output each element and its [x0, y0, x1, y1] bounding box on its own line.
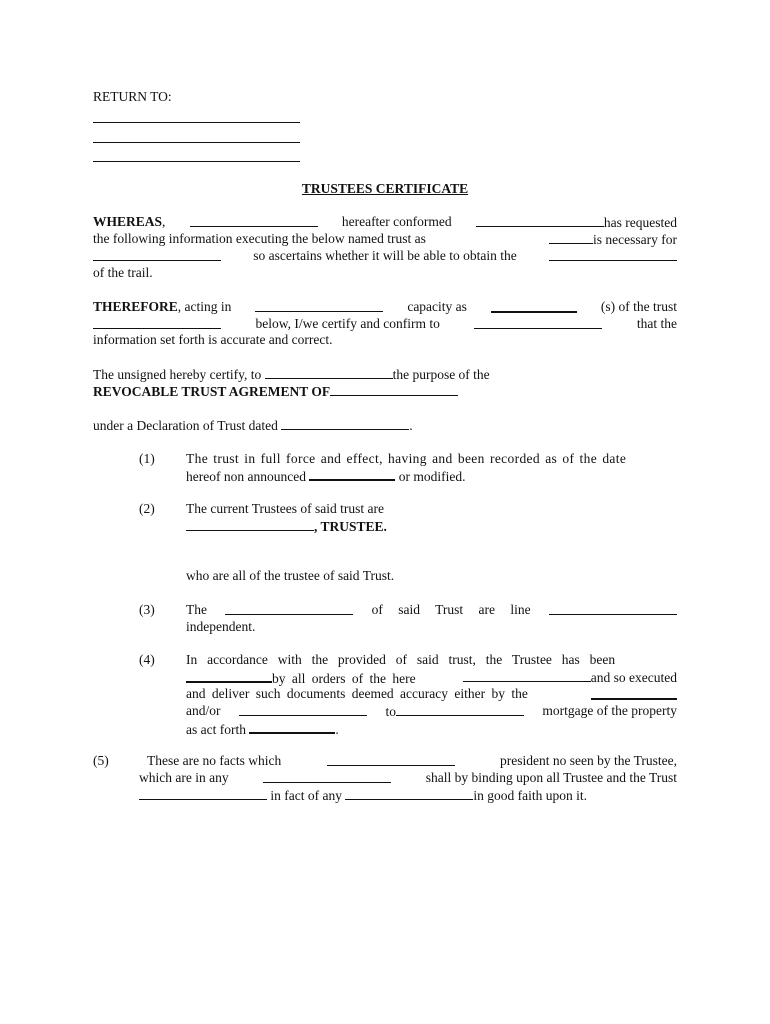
item-1-number: (1) [139, 451, 155, 466]
certify-blank-1[interactable] [265, 366, 393, 379]
item-4-text-5: and/or [186, 703, 221, 718]
certify-text-1: The unsigned hereby certify, to [93, 367, 262, 382]
item-4-blank-6[interactable] [249, 720, 335, 734]
whereas-text-2: has requested [603, 215, 677, 230]
whereas-blank-5[interactable] [549, 248, 677, 261]
declaration-line [93, 417, 413, 434]
whereas-lead: WHEREAS [93, 214, 163, 229]
return-to-line-3[interactable] [93, 161, 300, 162]
item-1-text-2: hereof non announced [186, 469, 306, 484]
item-5-blank-2[interactable] [263, 770, 391, 783]
therefore-lead: THEREFORE [93, 299, 178, 314]
item-4-text-4: and deliver such documents deemed accuracy either by the [186, 686, 528, 701]
therefore-text-4: below, I/we certify and confirm to [255, 316, 440, 331]
item-5-number: (5) [93, 753, 109, 768]
certify-line-1 [93, 366, 490, 383]
item-2-line-2 [186, 518, 387, 535]
therefore-text-5: that the [636, 316, 677, 331]
item-5-line-2 [139, 770, 677, 786]
certify-text-2: the purpose of the [392, 367, 490, 382]
item-1-text-1: The trust in full force and effect, having and been recorded as of the date [186, 451, 627, 466]
item-5-line-1 [147, 753, 677, 769]
item-4-blank-2[interactable] [463, 669, 591, 682]
whereas-line-2 [93, 231, 677, 248]
therefore-text-2: capacity as [407, 299, 467, 314]
item-5-text-3: which are in any [139, 770, 229, 785]
therefore-text-3: (s) of the trust [600, 299, 677, 314]
return-to-label: RETURN TO: [93, 89, 172, 104]
item-4-line-2 [186, 669, 677, 687]
item-4-line-4 [186, 703, 677, 720]
item-4-line-5 [186, 720, 339, 738]
therefore-blank-3[interactable] [93, 316, 221, 329]
item-3-text-1: The [186, 602, 207, 617]
item-4-text-7: mortgage of the property [542, 703, 677, 718]
item-5-text-2: president no seen by the Trustee, [500, 753, 677, 768]
item-4-text-8: as act forth [186, 722, 246, 737]
item-4-blank-1[interactable] [186, 669, 272, 683]
item-5-text-6: in good faith upon it. [473, 788, 587, 803]
item-3-text-2: of said Trust are line [371, 602, 531, 617]
item-5-blank-3[interactable] [139, 787, 267, 800]
item-4-period: . [335, 722, 339, 737]
item-1-line-1 [186, 451, 677, 467]
document-title: TRUSTEES CERTIFICATE [301, 181, 469, 196]
item-4-number: (4) [139, 652, 155, 667]
therefore-blank-4[interactable] [474, 316, 602, 329]
item-5-text-5: in fact of any [270, 788, 342, 803]
item-5-line-3 [139, 787, 587, 804]
item-5-text-4: shall by binding upon all Trustee and the Trust [425, 770, 677, 785]
item-4-line-3 [186, 686, 677, 702]
whereas-blank-4[interactable] [93, 248, 221, 261]
item-1-text-3: or modified. [398, 469, 466, 484]
revocable-trust-heading: REVOCABLE TRUST AGREMENT OF [93, 384, 331, 399]
whereas-blank-3[interactable] [549, 231, 593, 244]
item-1-blank[interactable] [309, 467, 395, 481]
therefore-blank-1[interactable] [255, 299, 383, 312]
item-1-line-2 [186, 467, 465, 485]
item-2-line-3: who are all of the trustee of said Trust. [186, 568, 395, 583]
item-3-number: (3) [139, 602, 155, 617]
certify-blank-2[interactable] [330, 383, 458, 396]
item-3-line-1 [186, 602, 677, 618]
whereas-blank-2[interactable] [476, 214, 604, 227]
item-2-trustee-label: , TRUSTEE. [314, 519, 387, 534]
therefore-blank-2[interactable] [491, 299, 577, 313]
declaration-period: . [409, 418, 413, 433]
whereas-text-1: hereafter conformed [341, 214, 452, 229]
item-4-text-2: by all orders of the here [272, 671, 416, 686]
item-2-line-1: The current Trustees of said trust are [186, 501, 384, 516]
whereas-line-4: of the trail. [93, 265, 153, 280]
declaration-date-blank[interactable] [281, 417, 409, 430]
item-4-text-3: and so executed [590, 670, 677, 685]
item-4-text-6: to [385, 704, 396, 719]
therefore-line-1 [93, 299, 677, 315]
whereas-text-5: so ascertains whether it will be able to obtain the [253, 248, 517, 263]
item-4-text-1: In accordance with the provided of said trust, the Trustee has been [186, 652, 616, 667]
declaration-text: under a Declaration of Trust dated [93, 418, 278, 433]
item-4-blank-4[interactable] [239, 703, 367, 716]
therefore-text-1: , acting in [177, 299, 232, 314]
item-5-text-1: These are no facts which [147, 753, 282, 768]
item-5-blank-4[interactable] [345, 787, 473, 800]
whereas-text-4: is necessary for [593, 232, 677, 247]
whereas-comma: , [162, 214, 166, 229]
item-2-number: (2) [139, 501, 155, 516]
return-to-line-1[interactable] [93, 122, 300, 123]
item-4-blank-5[interactable] [396, 703, 524, 716]
item-2-trustee-blank[interactable] [186, 518, 314, 531]
return-to-line-2[interactable] [93, 142, 300, 143]
whereas-line-3 [93, 248, 677, 264]
item-5-blank-1[interactable] [327, 753, 455, 766]
item-4-blank-3[interactable] [591, 686, 677, 700]
item-4-line-1 [186, 652, 677, 668]
therefore-line-2 [93, 316, 677, 332]
certify-line-2 [93, 383, 458, 400]
item-3-blank-2[interactable] [549, 602, 677, 615]
whereas-blank-1[interactable] [190, 214, 318, 227]
item-3-blank-1[interactable] [225, 602, 353, 615]
whereas-text-3: the following information executing the below named trust as [93, 231, 426, 246]
whereas-line-1 [93, 214, 677, 231]
therefore-line-3: information set forth is accurate and correct. [93, 332, 333, 347]
item-3-line-2: independent. [186, 619, 256, 634]
